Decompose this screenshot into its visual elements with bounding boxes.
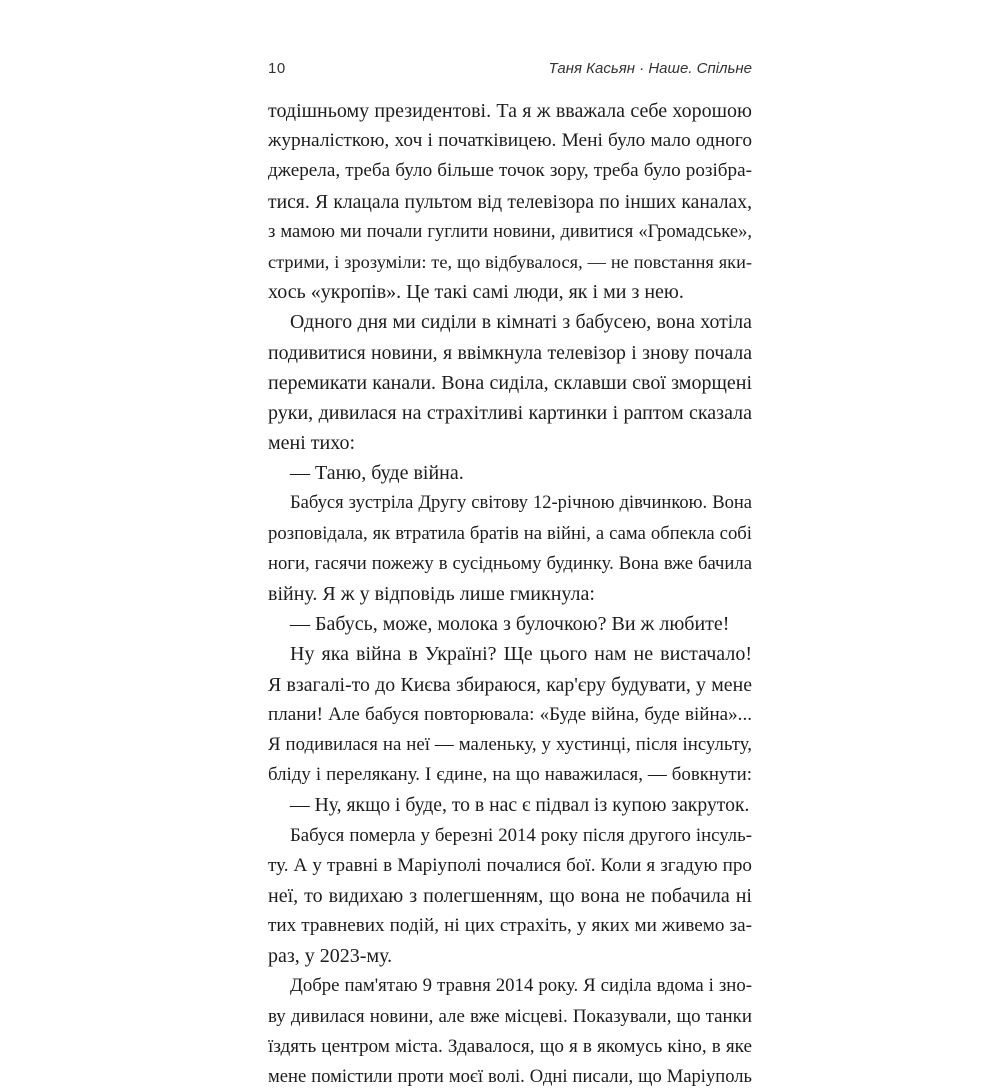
running-head xyxy=(268,60,752,84)
text-line: мене помістили проти моєї волі. Одні писали, що Маріуполь xyxy=(268,1066,752,1087)
text-line: подивитися новини, я ввімкнула телевізор і знову почала xyxy=(268,341,752,364)
text-line: Бабуся померла у березні 2014 року після другого інсуль- xyxy=(290,824,752,846)
text-line: ву дивилася новини, але вже місцеві. Показували, що танки xyxy=(268,1005,752,1027)
text-line: їздять центром міста. Здавалося, що я в якомусь кіно, в яке xyxy=(268,1035,752,1057)
text-line: джерела, треба було більше точок зору, треба було розібра- xyxy=(268,160,752,182)
text-line: тися. Я клацала пультом від телевізора по інших каналах, xyxy=(268,190,752,213)
text-line: війну. Я ж у відповідь лише гмикнула: xyxy=(268,583,595,605)
text-line: стрими, і зрозуміли: те, що відбувалося, — не повстання яки- xyxy=(268,251,752,272)
text-line: — Ну, якщо і буде, то в нас є підвал із купою закруток. xyxy=(290,794,750,817)
text-line: Добре пам'ятаю 9 травня 2014 року. Я сиділа вдома і зно- xyxy=(290,975,752,997)
text-line: Я подивилася на неї — маленьку, у хустинці, після інсульту, xyxy=(268,733,752,755)
text-line: мені тихо: xyxy=(268,432,356,455)
text-line: неї, то видихаю з полегшенням, що вона не побачила ні xyxy=(268,884,752,907)
text-line: Бабуся зустріла Другу світову 12-річною дівчинкою. Вона xyxy=(290,492,752,514)
text-line: Ну яка війна в Україні? Ще цього нам не вистачало! xyxy=(290,643,752,666)
text-line: — Бабусь, може, молока з булочкою? Ви ж любите! xyxy=(290,613,730,636)
text-line: — Таню, буде війна. xyxy=(290,462,464,485)
text-line: ту. А у травні в Маріуполі почалися бої. Коли я згадую про xyxy=(268,854,752,876)
text-line: Одного дня ми сиділи в кімнаті з бабусею, вона хотіла xyxy=(290,311,752,334)
text-line: хось «укропів». Це такі самі люди, як і ми з нею. xyxy=(268,281,684,304)
text-line: Я взагалі-то до Києва збираюся, кар'єру будувати, у мене xyxy=(268,673,752,696)
page-number: 10 xyxy=(268,60,286,77)
text-line: раз, у 2023-му. xyxy=(268,945,393,968)
body-text xyxy=(268,96,752,1092)
text-line: ноги, гасячи пожежу в сусідньому будинку. Вона вже бачила xyxy=(268,552,752,574)
text-line: з мамою ми почали гуглити новини, дивитися «Громадське», xyxy=(268,220,752,242)
running-title: Таня Касьян · Наше. Спільне xyxy=(548,60,752,77)
text-line: бліду і перелякану. І єдине, на що наважилася, — бовкнути: xyxy=(268,764,752,786)
text-line: руки, дивилася на страхітливі картинки і раптом сказала xyxy=(268,401,752,424)
text-line: плани! Але бабуся повторювала: «Буде війна, буде війна»... xyxy=(268,703,752,725)
text-line: журналісткою, хоч і початківицею. Мені було мало одного xyxy=(268,130,752,152)
text-line: тих травневих подій, ні цих страхіть, у яких ми живемо за- xyxy=(268,915,752,937)
text-line: розповідала, як втратила братів на війні, а сама обпекла собі xyxy=(268,522,752,544)
text-line: тодішньому президентові. Та я ж вважала себе хорошою xyxy=(268,100,752,122)
text-line: перемикати канали. Вона сиділа, склавши свої зморщені xyxy=(268,371,752,394)
